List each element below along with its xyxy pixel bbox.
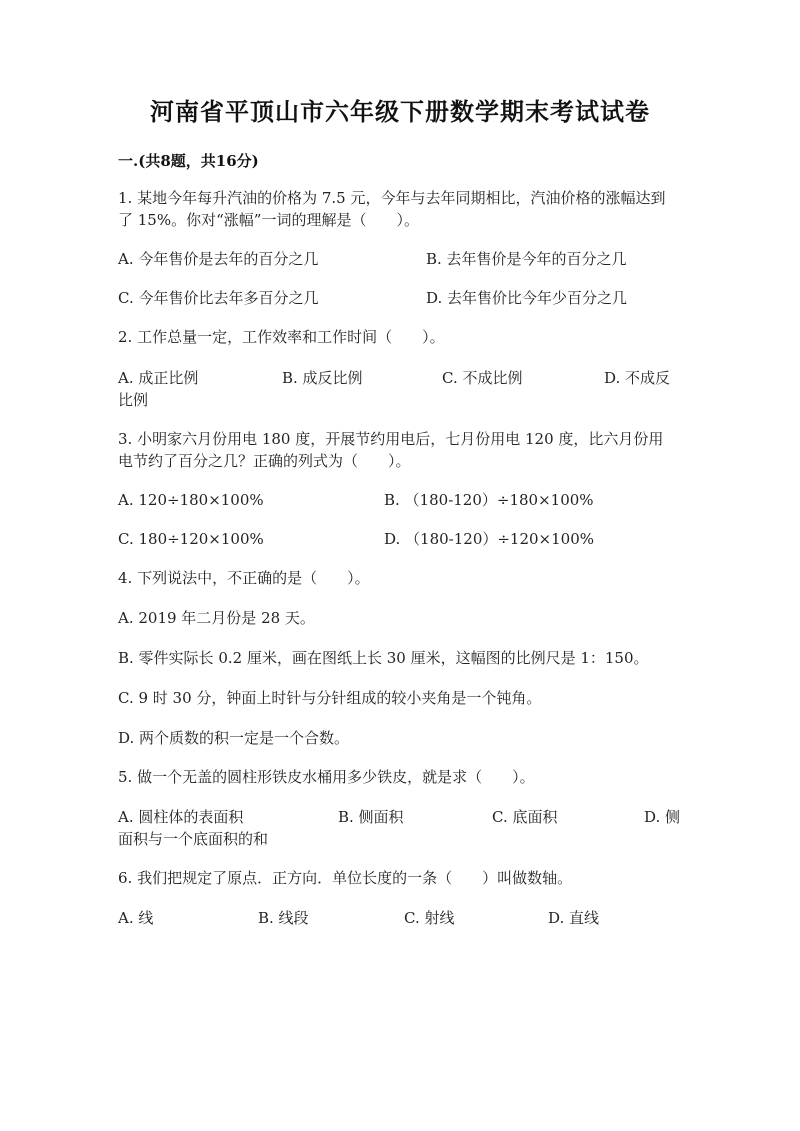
question-5-stem: 5. 做一个无盖的圆柱形铁皮水桶用多少铁皮，就是求（ ）。 xyxy=(118,768,535,786)
question-6-option-a: A. 线 xyxy=(118,909,154,927)
question-2-option-c: C. 不成比例 xyxy=(442,369,523,387)
question-3-stem: 3. 小明家六月份用电 180 度，开展节约用电后，七月份用电 120 度，比六月份用电节约了百分之几？正确的列式为（ ）。 xyxy=(118,430,664,470)
question-5-option-c: C. 底面积 xyxy=(492,808,558,826)
question-2-option-d-continued: 比例 xyxy=(118,391,149,409)
question-4-stem: 4. 下列说法中，不正确的是（ ）。 xyxy=(118,569,370,587)
question-6-option-b: B. 线段 xyxy=(258,909,309,927)
question-1-option-d: D. 去年售价比今年少百分之几 xyxy=(426,289,628,307)
question-1-stem: 1. 某地今年每升汽油的价格为 7.5 元，今年与去年同期相比，汽油价格的涨幅达到了 15%。你对“涨幅”一词的理解是（ ）。 xyxy=(118,189,666,229)
question-3-option-d: D. （180-120）÷120×100% xyxy=(384,530,595,548)
question-1-option-a: A. 今年售价是去年的百分之几 xyxy=(118,250,319,268)
question-1-option-b: B. 去年售价是今年的百分之几 xyxy=(426,250,627,268)
question-5-option-d: D. 侧 xyxy=(644,808,681,826)
question-3-option-b: B. （180-120）÷180×100% xyxy=(384,491,594,509)
question-6-option-d: D. 直线 xyxy=(548,909,600,927)
question-5-option-a: A. 圆柱体的表面积 xyxy=(118,808,244,826)
question-2-option-a: A. 成正比例 xyxy=(118,369,199,387)
question-4-option-a: A. 2019 年二月份是 28 天。 xyxy=(118,609,315,627)
question-2-option-d: D. 不成反 xyxy=(604,369,671,387)
exam-title: 河南省平顶山市六年级下册数学期末考试试卷 xyxy=(150,97,650,126)
question-3-option-a: A. 120÷180×100% xyxy=(118,491,264,509)
question-4-option-d: D. 两个质数的积一定是一个合数。 xyxy=(118,729,350,747)
question-5-option-d-continued: 面积与一个底面积的和 xyxy=(118,830,269,848)
question-6-stem: 6. 我们把规定了原点．正方向．单位长度的一条（ ）叫做数轴。 xyxy=(118,869,573,887)
question-4-option-b: B. 零件实际长 0.2 厘米，画在图纸上长 30 厘米，这幅图的比例尺是 1：150。 xyxy=(118,649,649,667)
question-4-option-c: C. 9 时 30 分，钟面上时针与分针组成的较小夹角是一个钝角。 xyxy=(118,689,542,707)
question-6-option-c: C. 射线 xyxy=(404,909,455,927)
question-2-stem: 2. 工作总量一定，工作效率和工作时间（ ）。 xyxy=(118,328,445,346)
question-5-option-b: B. 侧面积 xyxy=(338,808,404,826)
question-3-option-c: C. 180÷120×100% xyxy=(118,530,264,548)
question-1-option-c: C. 今年售价比去年多百分之几 xyxy=(118,289,319,307)
section-header: 一.(共8题，共16分) xyxy=(118,152,259,170)
question-2-option-b: B. 成反比例 xyxy=(282,369,363,387)
